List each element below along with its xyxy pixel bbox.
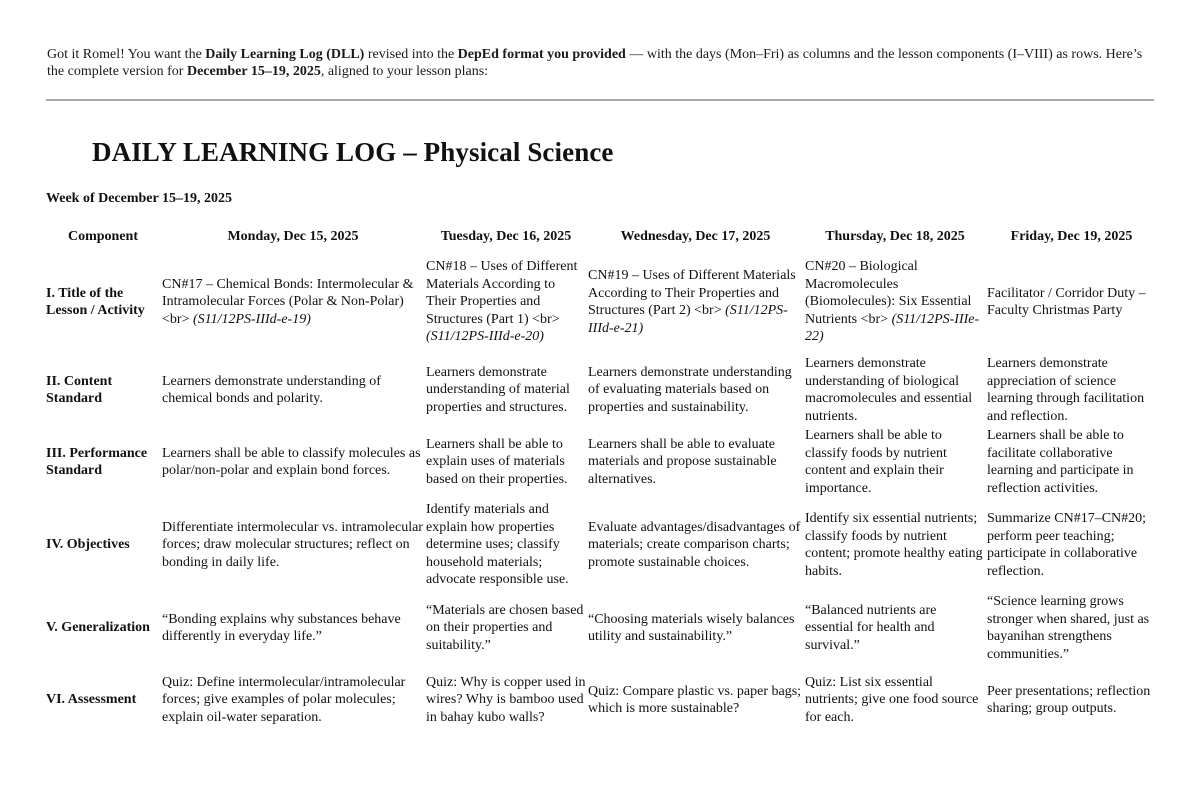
intro-text-4: , aligned to your lesson plans: [320, 64, 489, 79]
header-friday: Friday, Dec 19, 2025 [1010, 229, 1133, 245]
horizontal-divider [46, 99, 1154, 101]
row-label-performance-standard: III. Performance Standard [46, 445, 148, 478]
row-label-content-standard: II. Content Standard [46, 373, 113, 406]
cell-title-tuesday [425, 250, 587, 354]
cell-content-thursday: Learners demonstrate understanding of biological macromolecules and essential nutrients. [805, 356, 973, 424]
header-monday: Monday, Dec 15, 2025 [227, 229, 359, 245]
header-tuesday: Tuesday, Dec 16, 2025 [440, 229, 572, 245]
intro-text-3: — with the days (Mon–Fri) as columns and the lesson components (I–VIII) as rows. Here’s the complete version for [47, 47, 1143, 79]
cell-performance-friday: Learners shall be able to facilitate collaborative learning and participate in reflection activities. [987, 428, 1134, 496]
table-row-assessment [45, 664, 1157, 736]
row-label-assessment: VI. Assessment [46, 692, 137, 708]
cell-generalization-friday: “Science learning grows stronger when shared, just as bayanihan strengthens communities.” [987, 594, 1150, 662]
cell-performance-tuesday: Learners shall be able to explain uses of materials based on their properties. [426, 436, 568, 487]
intro-bold-2: DepEd format you provided [457, 47, 626, 62]
competency-code: (S11/12PS-IIIe-22) [805, 311, 980, 345]
cell-generalization-monday: “Bonding explains why substances behave differently in everyday life.” [162, 611, 401, 644]
cell-objectives-thursday: Identify six essential nutrients; classify foods by nutrient content; promote healthy eating habits. [805, 511, 983, 579]
row-label-generalization: V. Generalization [46, 620, 150, 636]
table-row-generalization [45, 592, 1157, 664]
cell-assessment-monday: Quiz: Define intermolecular/intramolecular forces; give examples of polar molecules; explain oil-water separation. [162, 674, 406, 725]
cell-content-tuesday: Learners demonstrate understanding of material properties and structures. [426, 364, 570, 415]
cell-content-wednesday: Learners demonstrate understanding of evaluating materials based on properties and sustainability. [588, 364, 792, 415]
header-component: Component [67, 229, 138, 245]
cell-assessment-wednesday: Quiz: Compare plastic vs. paper bags; which is more sustainable? [588, 683, 802, 716]
cell-objectives-tuesday: Identify materials and explain how properties determine uses; classify household materials; advocate responsible use. [426, 502, 569, 588]
header-wednesday: Wednesday, Dec 17, 2025 [620, 229, 771, 245]
intro-bold-1: Daily Learning Log (DLL) [205, 47, 365, 62]
competency-code: (S11/12PS-IIId-e-21) [588, 303, 788, 336]
cell-title-monday [161, 250, 425, 354]
cell-content-friday: Learners demonstrate appreciation of science learning through facilitation and reflection. [987, 356, 1145, 424]
page-title: DAILY LEARNING LOG – Physical Science [92, 137, 614, 167]
table-row-performance-standard [45, 426, 1157, 498]
intro-text-2: revised into the [364, 47, 458, 62]
row-label-title: I. Title of the Lesson / Activity [46, 285, 145, 318]
cell-text: CN#17 – Chemical Bonds: Intermolecular & Intramolecular Forces (Polar & Non-Polar) <br> [162, 276, 414, 327]
dll-table [45, 224, 1157, 736]
cell-performance-wednesday: Learners shall be able to evaluate materials and propose sustainable alternatives. [588, 436, 777, 487]
intro-text-1: Got it Romel! You want the [47, 47, 206, 62]
cell-title-wednesday [587, 250, 804, 354]
cell-content-monday: Learners demonstrate understanding of chemical bonds and polarity. [162, 373, 381, 406]
cell-assessment-thursday: Quiz: List six essential nutrients; give one food source for each. [805, 674, 979, 725]
table-header-row [45, 224, 1157, 250]
cell-text: Facilitator / Corridor Duty – Faculty Christmas Party [987, 285, 1146, 318]
table-row-title [45, 250, 1157, 354]
table-row-objectives [45, 498, 1157, 592]
cell-objectives-friday: Summarize CN#17–CN#20; perform peer teaching; participate in collaborative reflection. [987, 511, 1147, 579]
cell-performance-thursday: Learners shall be able to classify foods by nutrient content and explain their importance. [805, 428, 947, 496]
cell-assessment-tuesday: Quiz: Why is copper used in wires? Why is bamboo used in bahay kubo walls? [426, 674, 586, 725]
cell-generalization-wednesday: “Choosing materials wisely balances utility and sustainability.” [588, 611, 795, 644]
intro-paragraph [47, 46, 1157, 80]
cell-objectives-monday: Differentiate intermolecular vs. intramolecular forces; draw molecular structures; reflect on bonding in daily life. [162, 519, 423, 570]
week-label: Week of December 15–19, 2025 [46, 191, 232, 206]
cell-generalization-thursday: “Balanced nutrients are essential for health and survival.” [805, 602, 937, 653]
table-row-content-standard [45, 354, 1157, 426]
cell-text: CN#20 – Biological Macromolecules (Biomolecules): Six Essential Nutrients <br> [805, 259, 972, 327]
cell-assessment-friday: Peer presentations; reflection sharing; group outputs. [987, 683, 1151, 716]
cell-generalization-tuesday: “Materials are chosen based on their properties and suitability.” [426, 602, 584, 653]
row-label-objectives: IV. Objectives [46, 537, 130, 553]
cell-objectives-wednesday: Evaluate advantages/disadvantages of materials; create comparison charts; promote sustainable choices. [588, 519, 801, 570]
competency-code: (S11/12PS-IIId-e-19) [192, 311, 311, 327]
cell-title-thursday [804, 250, 986, 354]
competency-code: (S11/12PS-IIId-e-20) [426, 329, 544, 345]
cell-text: CN#18 – Uses of Different Materials According to Their Properties and Structures (Part 1) <br> [426, 259, 578, 327]
header-thursday: Thursday, Dec 18, 2025 [825, 229, 965, 245]
cell-text: CN#19 – Uses of Different Materials According to Their Properties and Structures (Part 2) <br> [588, 268, 796, 318]
cell-title-friday [986, 250, 1157, 354]
intro-bold-3: December 15–19, 2025 [186, 64, 321, 79]
cell-performance-monday: Learners shall be able to classify molecules as polar/non-polar and explain bond forces. [162, 445, 421, 478]
